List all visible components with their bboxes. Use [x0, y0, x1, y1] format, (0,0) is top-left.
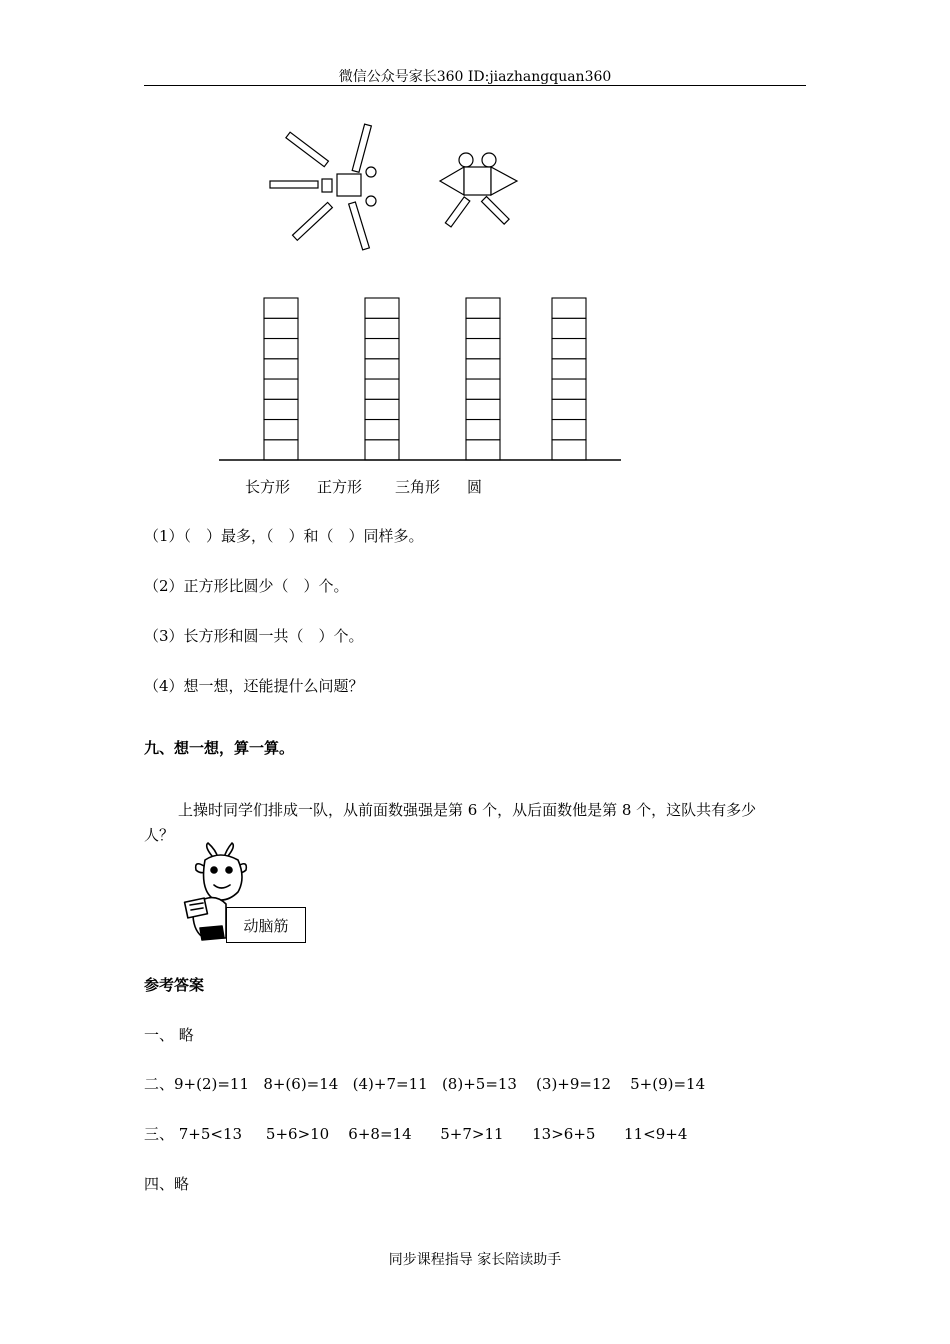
chart-cell: [365, 440, 399, 460]
chart-cell: [552, 399, 586, 419]
rectangle-icon: [293, 202, 333, 240]
chart-category-label: 三角形: [395, 478, 441, 496]
square-icon: [337, 174, 361, 196]
chart-cell: [552, 298, 586, 318]
chart-category-label: 圆: [467, 478, 483, 496]
question-2: （2）正方形比圆少（ ）个。: [144, 577, 349, 595]
page-footer: 同步课程指导 家长陪读助手: [388, 1252, 562, 1268]
question-3: （3）长方形和圆一共（ ）个。: [144, 627, 364, 645]
chart-column: [552, 298, 586, 460]
chart-cell: [264, 379, 298, 399]
section-9-title: 九、想一想，算一算。: [144, 739, 295, 757]
question-1: （1）（ ）最多，（ ）和（ ）同样多。: [144, 527, 424, 545]
circle-icon: [366, 167, 376, 177]
answer-1: 一、 略: [144, 1026, 194, 1044]
circle-icon: [459, 153, 473, 167]
rectangle-icon: [349, 202, 370, 250]
question-4: （4）想一想，还能提什么问题？: [144, 677, 364, 695]
chart-cell: [466, 420, 500, 440]
chart-cell: [365, 339, 399, 359]
chart-column: [365, 298, 399, 460]
circle-icon: [366, 196, 376, 206]
chart-cell: [552, 318, 586, 338]
square-icon: [322, 179, 332, 192]
chart-cell: [264, 298, 298, 318]
triangle-icon: [491, 167, 517, 195]
chart-cell: [466, 399, 500, 419]
chart-category-label: 正方形: [317, 478, 363, 496]
chart-column: [466, 298, 500, 460]
chart-cell: [264, 339, 298, 359]
chart-column: [264, 298, 298, 460]
chart-cell: [264, 420, 298, 440]
section-9-problem-line-2: 人？: [144, 826, 175, 844]
chart-cell: [552, 420, 586, 440]
chart-cell: [365, 420, 399, 440]
chart-cell: [365, 359, 399, 379]
chart-cell: [466, 359, 500, 379]
answer-3: 三、 7+5<13 5+6>10 6+8=14 5+7>11 13>6+5 11<9+4: [144, 1125, 688, 1143]
mascot-label-box: 动脑筋: [226, 907, 306, 943]
circle-icon: [482, 153, 496, 167]
rectangle-icon: [270, 181, 318, 188]
chart-cell: [365, 318, 399, 338]
chart-cell: [552, 339, 586, 359]
rectangle-icon: [352, 124, 371, 172]
chart-cell: [552, 379, 586, 399]
statistics-chart: [0, 290, 950, 470]
chart-cell: [552, 440, 586, 460]
page-header: 微信公众号家长360 ID:jiazhangquan360: [338, 69, 612, 85]
chart-cell: [466, 379, 500, 399]
chart-cell: [264, 318, 298, 338]
chart-cell: [365, 399, 399, 419]
chart-category-label: 长方形: [245, 478, 291, 496]
triangle-icon: [440, 167, 464, 195]
square-icon: [464, 167, 491, 195]
chart-cell: [264, 399, 298, 419]
section-9-problem-line-1: 上操时同学们排成一队，从前面数强强是第 6 个，从后面数他是第 8 个，这队共有多少: [178, 801, 757, 819]
rectangle-icon: [286, 132, 329, 166]
answers-title: 参考答案: [144, 976, 205, 994]
chart-cell: [466, 440, 500, 460]
chart-cell: [264, 359, 298, 379]
chart-cell: [365, 379, 399, 399]
chart-cell: [552, 359, 586, 379]
chart-cell: [466, 318, 500, 338]
header-rule: [144, 85, 806, 86]
chart-cell: [466, 339, 500, 359]
answer-4: 四、略: [144, 1175, 190, 1193]
rectangle-icon: [482, 197, 510, 225]
answer-2: 二、9+(2)=11 8+(6)=14 (4)+7=11 (8)+5=13 (3)+9=12 5+(9)=14: [144, 1075, 706, 1093]
rectangle-icon: [445, 197, 469, 227]
chart-cell: [264, 440, 298, 460]
chart-cell: [466, 298, 500, 318]
chart-cell: [365, 298, 399, 318]
